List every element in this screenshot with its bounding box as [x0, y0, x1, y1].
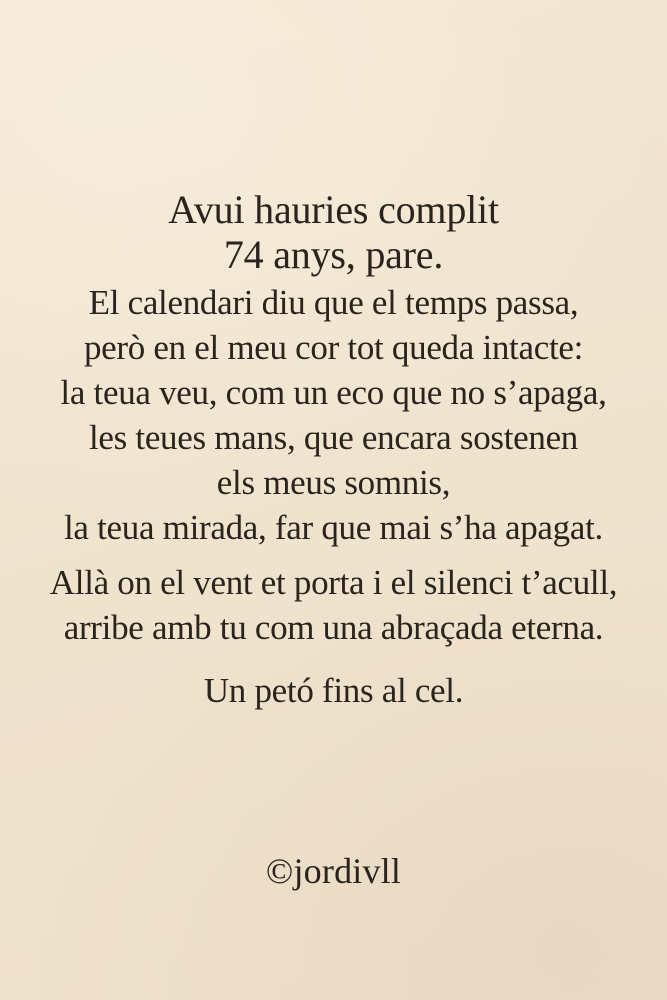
- poem-line: Allà on el vent et porta i el silenci t’acull,: [49, 563, 618, 602]
- poem-line: arribe amb tu com una abraçada eterna.: [63, 608, 604, 647]
- poem-closing-line: Un petó fins al cel.: [203, 671, 464, 710]
- poem-line: els meus somnis,: [216, 463, 451, 502]
- poem-line: però en el meu cor tot queda intacte:: [83, 328, 584, 367]
- poem-line: El calendari diu que el temps passa,: [88, 283, 579, 322]
- poem-stanza-wind: [0, 560, 667, 650]
- watermark-credit: ©jordivll: [265, 851, 402, 891]
- poem-line: la teua mirada, far que mai s’ha apagat.: [64, 508, 603, 547]
- poem-line: la teua veu, com un eco que no s’apaga,: [60, 373, 607, 412]
- poem-stanza-calendar: [0, 280, 667, 550]
- poem-line: les teues mans, que encara sostenen: [88, 418, 579, 457]
- poem-title-line: Avui hauries complit: [168, 187, 499, 232]
- poem-title-stanza: [0, 187, 667, 277]
- poem-text-block: [0, 187, 667, 713]
- poem-title-line: 74 anys, pare.: [223, 232, 444, 277]
